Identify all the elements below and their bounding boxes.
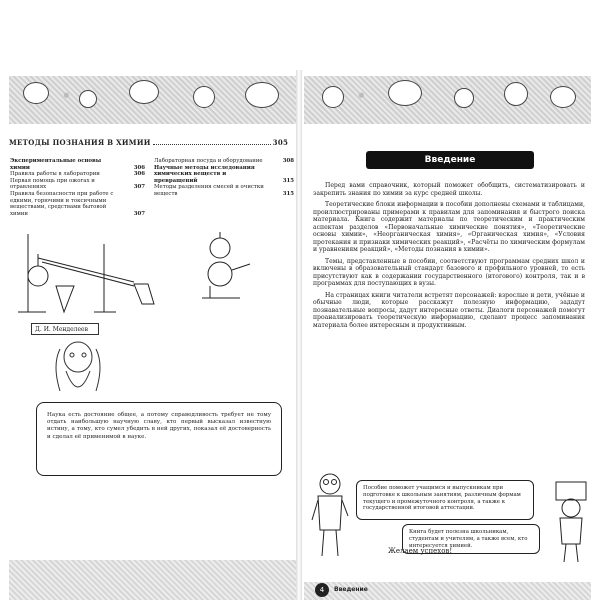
toc-entry-page: 306 [133, 171, 145, 178]
callout-bottom-text: Книга будет полезна школьникам, студентам и учителям, а также всем, кто интересуется химией. [409, 529, 528, 549]
circle-shape [79, 90, 97, 108]
toc-entry-label: Экспериментальные основы химии [10, 158, 102, 171]
left-header-banner [9, 76, 296, 124]
character-speech-bubble [356, 480, 534, 520]
toc-entry-page: 306 [133, 164, 145, 171]
toc-entry[interactable] [154, 184, 294, 197]
portrait-caption: Д. И. Менделеев [31, 323, 99, 335]
toc-entry[interactable] [10, 178, 145, 191]
toc-entry-page: 308 [282, 158, 294, 164]
scientist-character [310, 470, 350, 562]
intro-paragraph: Темы, представленные в пособии, соответствуют программам средних школ и включены в образовательный стандарт базового и профильного уровней, то есть присутствуют как в содержании государственного (итогового) контроля, так и в программах для поступающих в вузы. [313, 257, 585, 287]
intro-paragraph: На страницах книги читатели встретят персонажей: взрослые и дети, учёные и обычные люди, которые расскажут полезную информацию, зададут познавательные вопросы, дадут интересные ответы. Диалоги персонажей помогут проанализировать теоретическую информацию, сделают процесс запоминания материала более интересным и продуктивным. [313, 291, 585, 329]
cloud-shape [388, 80, 422, 106]
kipp-apparatus-illustration [196, 228, 256, 308]
cloud-shape [550, 86, 576, 108]
heart-shape [454, 88, 474, 108]
page-title-text: Введение [424, 155, 476, 165]
toc-column-2 [154, 158, 294, 198]
running-head: Введение [334, 586, 368, 593]
toc-entry-label: Лабораторная посуда и оборудование [154, 158, 263, 164]
toc-entry-label: Правила безопасности при работе с едкими, горючими и токсичными веществами, средствами бытовой химии [10, 190, 114, 217]
student-character [550, 480, 592, 564]
section-title [9, 138, 296, 147]
toc-column-1 [10, 158, 145, 217]
left-footer-pattern [9, 560, 296, 600]
toc-entry-label: Научные методы исследования химических веществ и превращений [154, 164, 255, 184]
toc-entry-page: 315 [282, 190, 294, 197]
book-gutter [296, 70, 302, 600]
section-page-number: 305 [272, 138, 289, 147]
toc-entry[interactable] [10, 171, 145, 178]
intro-paragraph: Перед вами справочник, который поможет обобщить, систематизировать и закрепить знания по химии за курс средней школы. [313, 182, 585, 197]
intro-paragraph: Теоретические блоки информации в пособии дополнены схемами и таблицами, проиллюстрированы примерами к правилам для запоминания и быстрого поиска материала. Книга содержит материалы по теоретическим и практическим аспектам разделов «Первоначальные химические понятия», «Теоретические основы химии», «Неорганическая химия», «Органическая химия», «Условия протекания и признаки химических реакций», «Расчёты по химическим формулам и уравнениям реакций», «Методы познания в химии». [313, 201, 585, 253]
distillation-apparatus-illustration [16, 224, 166, 320]
cloud-shape [245, 82, 279, 108]
introduction-text [313, 182, 585, 333]
mendeleev-portrait [38, 335, 118, 403]
callout-top-text: Пособие поможет учащимся и выпускникам при подготовке к школьным занятиям, различным формам текущего и промежуточного контроля, а также к государственной итоговой аттестации. [363, 485, 521, 512]
cloud-shape [23, 82, 49, 104]
circle-shape [504, 82, 528, 106]
right-header-banner [304, 76, 591, 124]
page-number: 4 [315, 583, 329, 597]
toc-entry[interactable] [10, 158, 145, 171]
page-title [366, 151, 534, 169]
toc-entry[interactable] [154, 165, 294, 185]
toc-entry-page: 307 [133, 210, 145, 217]
cloud-shape [129, 80, 159, 104]
toc-entry[interactable] [10, 191, 145, 217]
toc-entry-label: Первая помощь при ожогах и отравлениях [10, 177, 95, 191]
star-shape [193, 86, 215, 108]
circle-shape [322, 86, 344, 108]
mendeleev-quote-text: Наука есть достояние общее, а потому справедливость требует не тому отдать наибольшую научную славу, кто первый высказал известную истину, а тому, кто сумел убедить в ней других, показал её достоверность и сделал её применимой в науке. [47, 412, 271, 440]
toc-entry-label: Методы разделения смесей и очистки веществ [154, 184, 264, 197]
mendeleev-quote-bubble [36, 402, 282, 476]
section-title-text: МЕТОДЫ ПОЗНАНИЯ В ХИМИИ [9, 138, 151, 147]
toc-entry-page: 307 [133, 184, 145, 191]
closing-wish: Желаем успехов! [388, 547, 453, 555]
toc-entry[interactable] [154, 158, 294, 165]
toc-entry-label: Правила работы в лаборатории [10, 171, 100, 178]
toc-entry-page: 315 [282, 177, 294, 184]
